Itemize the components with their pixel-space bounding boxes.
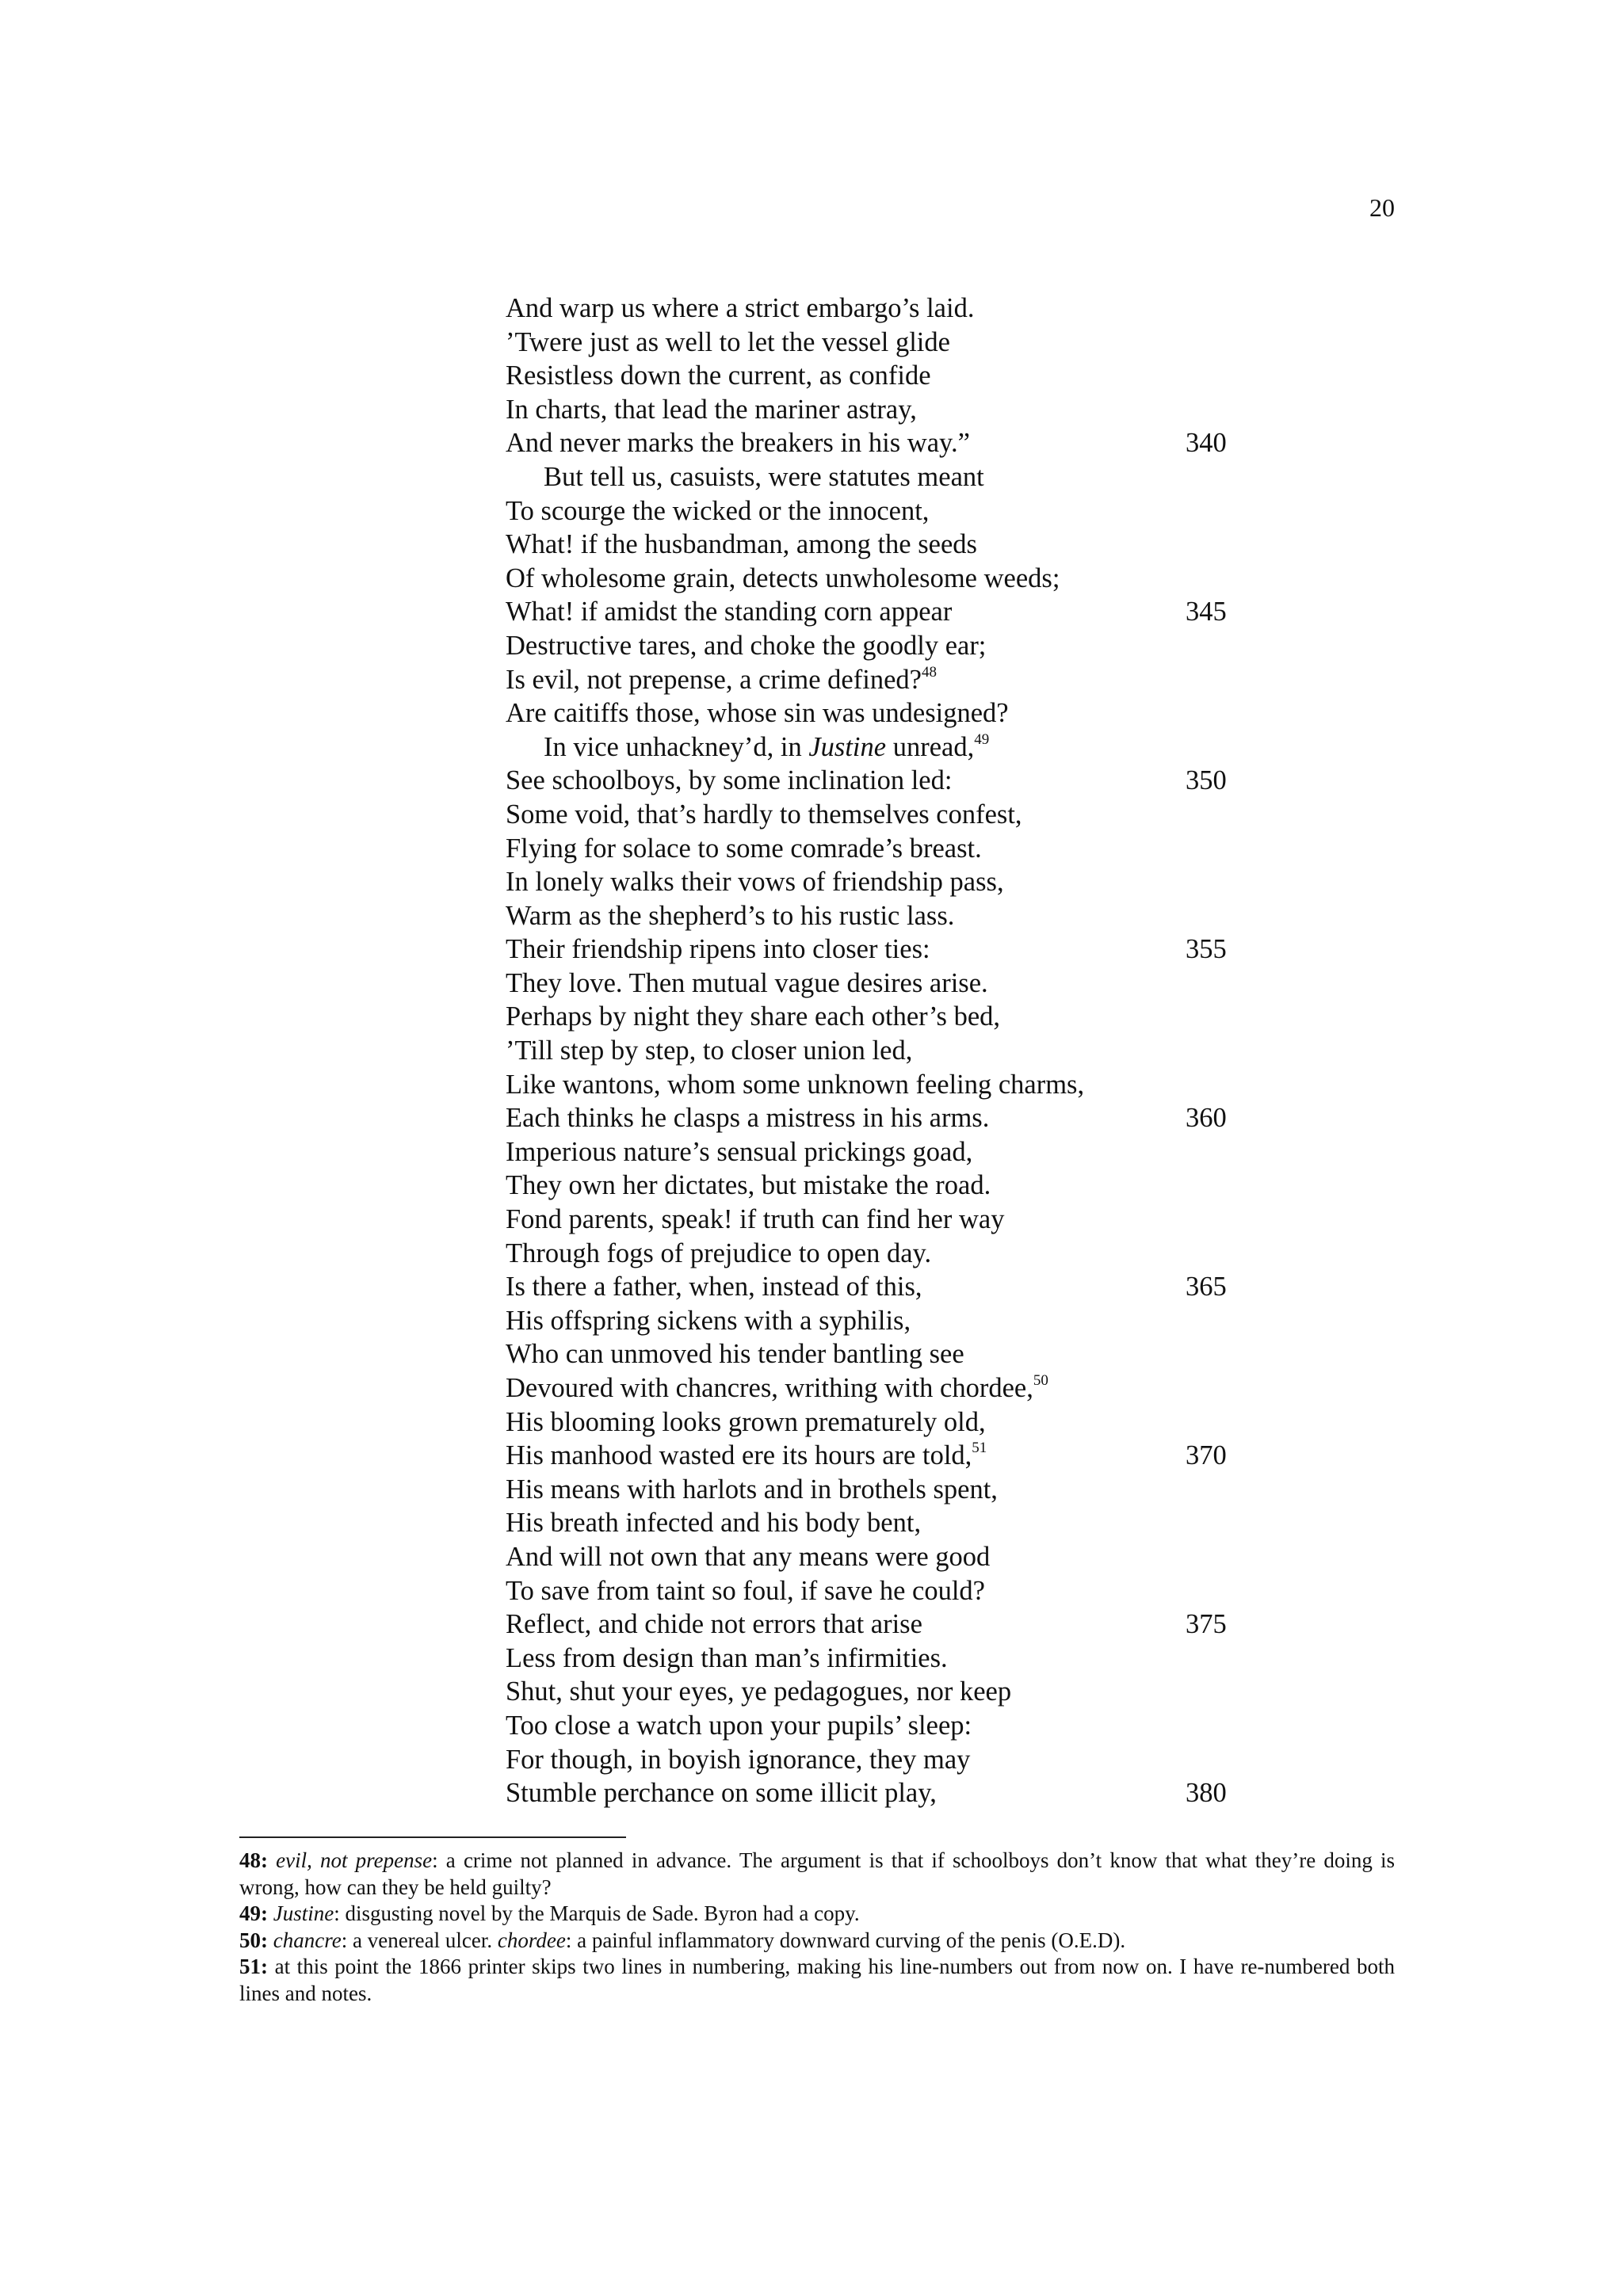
text-run: Reflect, and chide not errors that arise (506, 1609, 922, 1640)
line-number: 370 (1186, 1440, 1227, 1471)
text-run: In vice unhackney’d, in (544, 731, 809, 762)
poem-line (506, 1237, 1266, 1271)
text-run: To scourge the wicked or the innocent, (506, 495, 930, 526)
text-run: For though, in boyish ignorance, they may (506, 1744, 971, 1775)
poem-line (506, 393, 1266, 427)
line-number: 360 (1186, 1103, 1227, 1134)
poem-line-text (506, 1103, 989, 1133)
poem-line-text (506, 1339, 964, 1369)
text-run: Some void, that’s hardly to themselves confest, (506, 799, 1022, 830)
poem-line (506, 1439, 1266, 1473)
poem-line (506, 326, 1266, 360)
poem-line-text (506, 867, 1004, 897)
poem-line (506, 730, 1266, 765)
poem-line (506, 899, 1266, 933)
poem-line (506, 1101, 1266, 1135)
poem-line (506, 629, 1266, 663)
italic-text: chordee (497, 1928, 566, 1952)
text-run: His blooming looks grown prematurely old, (506, 1406, 986, 1437)
text-run: Destructive tares, and choke the goodly ear; (506, 630, 987, 661)
text-run: : disgusting novel by the Marquis de Sade. Byron had a copy. (334, 1901, 860, 1925)
text-run: at this point the 1866 printer skips two lines in numbering, making his line-numbers out from now on. I have re-numbered both lines and notes. (239, 1955, 1395, 2005)
text-run: ’Till step by step, to closer union led, (506, 1035, 913, 1066)
poem-line-text (506, 732, 989, 762)
text-run: And warp us where a strict embargo’s laid. (506, 293, 975, 323)
poem-line-text (506, 934, 930, 964)
text-run: Imperious nature’s sensual prickings goad, (506, 1136, 973, 1167)
text-run: Like wantons, whom some unknown feeling charms, (506, 1069, 1085, 1100)
poem-line-text (506, 799, 1022, 830)
text-run: ’Twere just as well to let the vessel glide (506, 326, 950, 357)
line-number: 375 (1186, 1609, 1227, 1640)
poem-line-text (506, 1745, 970, 1775)
text-run: Less from design than man’s infirmities. (506, 1642, 948, 1673)
poem-line (506, 1675, 1266, 1709)
poem-line (506, 595, 1266, 629)
text-run (268, 1901, 273, 1925)
poem-line-text (506, 1576, 985, 1606)
poem-line (506, 832, 1266, 866)
text-run: Stumble perchance on some illicit play, (506, 1778, 937, 1809)
text-run: Is there a father, when, instead of this, (506, 1272, 922, 1302)
poem-line-text (506, 293, 974, 323)
text-run: Each thinks he clasps a mistress in his arms. (506, 1103, 990, 1134)
text-run: His offspring sickens with a syphilis, (506, 1305, 911, 1336)
poem-line (506, 696, 1266, 730)
poem-line-text (506, 1407, 986, 1437)
poem-line (506, 933, 1266, 967)
poem-line-text (506, 1643, 948, 1673)
text-run: And will not own that any means were good (506, 1541, 991, 1572)
footnote-ref: 48 (921, 663, 937, 681)
text-run: They love. Then mutual vague desires arise. (506, 967, 988, 998)
text-run: Who can unmoved his tender bantling see (506, 1339, 964, 1370)
poem-line (506, 967, 1266, 1001)
italic-text: Justine (273, 1901, 334, 1925)
footnote (239, 1901, 1395, 1928)
text-run: Are caitiffs those, whose sin was undesigned? (506, 698, 1009, 729)
poem-line (506, 1169, 1266, 1203)
poem-line (506, 1540, 1266, 1574)
poem-line (506, 865, 1266, 899)
text-run: In charts, that lead the mariner astray, (506, 394, 917, 425)
poem-line-text (506, 631, 986, 661)
text-run: Warm as the shepherd’s to his rustic lass. (506, 900, 955, 931)
text-run: His means with harlots and in brothels spent, (506, 1474, 998, 1505)
text-run: : a painful inflammatory downward curving of the penis (O.E.D). (565, 1928, 1126, 1952)
poem-line (506, 528, 1266, 562)
poem-line (506, 292, 1266, 326)
poem-line-text (506, 665, 937, 695)
text-run: In lonely walks their vows of friendship pass, (506, 867, 1004, 898)
text-run: See schoolboys, by some inclination led: (506, 765, 953, 796)
text-run: Flying for solace to some comrade’s breast. (506, 833, 982, 864)
text-run: Through fogs of prejudice to open day. (506, 1238, 932, 1268)
poem-line-text (506, 698, 1009, 728)
footnote-ref: 49 (974, 730, 990, 748)
poem-line (506, 1506, 1266, 1540)
poem-line (506, 1034, 1266, 1068)
poem-line-text (506, 496, 929, 526)
poem-line-text (506, 901, 954, 931)
footnote-number: 49: (239, 1901, 268, 1925)
text-run: What! if amidst the standing corn appear (506, 597, 953, 627)
poem-line-text (506, 395, 917, 425)
poem-line-text (506, 1609, 922, 1639)
poem-line-text (506, 833, 982, 864)
poem-line-text (506, 1711, 972, 1741)
poem-line-text (506, 968, 988, 998)
footnote (239, 1848, 1395, 1901)
poem-line-text (506, 1170, 991, 1200)
poem-line-text (506, 765, 952, 795)
footnote (239, 1954, 1395, 2007)
poem-line (506, 1574, 1266, 1608)
poem-line (506, 764, 1266, 798)
text-run: Resistless down the current, as confide (506, 360, 931, 391)
poem-line (506, 1337, 1266, 1371)
poem-line-text (506, 1508, 921, 1538)
text-run: What! if the husbandman, among the seeds (506, 529, 977, 560)
poem-line (506, 1709, 1266, 1743)
line-number: 345 (1186, 597, 1227, 627)
text-run: And never marks the breakers in his way.” (506, 428, 970, 459)
poem-line-text (506, 1137, 972, 1167)
poem-line (506, 1473, 1266, 1507)
page-number: 20 (1369, 193, 1395, 222)
poem-line-text (506, 1035, 912, 1066)
footnote-ref: 50 (1033, 1372, 1048, 1389)
poem-line (506, 1642, 1266, 1676)
poem-line (506, 1000, 1266, 1034)
poem-line (506, 426, 1266, 460)
text-run: Devoured with chancres, writhing with chordee, (506, 1373, 1033, 1403)
poem-line (506, 494, 1266, 528)
poem-line (506, 1608, 1266, 1642)
line-number: 340 (1186, 428, 1227, 459)
text-run: His manhood wasted ere its hours are told, (506, 1440, 972, 1471)
poem-line (506, 562, 1266, 596)
footnote-number: 48: (239, 1848, 268, 1872)
text-run (268, 1928, 273, 1952)
poem-line-text (506, 1440, 987, 1470)
poem-line-text (506, 1272, 922, 1302)
line-number: 355 (1186, 934, 1227, 965)
footnote-ref: 51 (972, 1440, 987, 1457)
text-run: They own her dictates, but mistake the road. (506, 1170, 991, 1201)
text-run: Of wholesome grain, detects unwholesome weeds; (506, 563, 1060, 593)
text-run: unread, (886, 731, 975, 762)
italic-text: evil, not prepense (276, 1848, 433, 1872)
poem-line (506, 359, 1266, 393)
italic-text: Justine (808, 731, 887, 762)
poem-line (506, 1371, 1266, 1405)
text-run (268, 1848, 276, 1872)
text-run: Shut, shut your eyes, ye pedagogues, nor keep (506, 1676, 1012, 1707)
poem-line-text (506, 462, 984, 492)
poem-line (506, 1203, 1266, 1237)
poem-line-text (506, 563, 1060, 593)
line-number: 380 (1186, 1778, 1227, 1809)
text-run: His breath infected and his body bent, (506, 1508, 922, 1539)
poem-line-text (506, 1070, 1084, 1100)
text-run: Perhaps by night they share each other’s bed, (506, 1001, 1001, 1032)
text-run: : a venereal ulcer. (341, 1928, 498, 1952)
poem-line-text (506, 1306, 911, 1336)
text-run: Too close a watch upon your pupils’ sleep: (506, 1710, 972, 1741)
poem-line (506, 1135, 1266, 1169)
poem-line (506, 1304, 1266, 1338)
poem-line (506, 460, 1266, 494)
poem-line (506, 663, 1266, 697)
text-run: : a crime not planned in advance. The argument is that if schoolboys don’t know that what they’re doing is wrong, how can they be held guilty? (239, 1848, 1396, 1899)
poem-line-text (506, 1238, 931, 1268)
footnote-divider (239, 1836, 626, 1838)
text-run: Is evil, not prepense, a crime defined? (506, 664, 922, 695)
text-run: To save from taint so foul, if save he could? (506, 1575, 985, 1606)
italic-text: chancre (273, 1928, 342, 1952)
poem-line (506, 798, 1266, 832)
poem-line (506, 1743, 1266, 1777)
footnote-number: 51: (239, 1955, 268, 1978)
poem (506, 292, 1266, 1810)
text-run: Fond parents, speak! if truth can find her way (506, 1204, 1005, 1235)
poem-line-text (506, 1676, 1011, 1707)
footnotes (239, 1848, 1395, 2007)
text-run: Their friendship ripens into closer ties: (506, 934, 930, 965)
footnote (239, 1928, 1395, 1955)
poem-line-text (506, 1001, 1000, 1032)
line-number: 350 (1186, 765, 1227, 796)
poem-line-text (506, 360, 931, 391)
line-number: 365 (1186, 1272, 1227, 1302)
poem-line (506, 1776, 1266, 1810)
poem-line-text (506, 327, 950, 357)
poem-line (506, 1068, 1266, 1102)
text-run: But tell us, casuists, were statutes meant (544, 461, 984, 492)
poem-line-text (506, 529, 977, 559)
poem-line-text (506, 1542, 990, 1572)
poem-line-text (506, 1474, 998, 1505)
poem-line-text (506, 428, 970, 458)
poem-line (506, 1270, 1266, 1304)
poem-line (506, 1405, 1266, 1440)
poem-line-text (506, 1373, 1048, 1403)
poem-line-text (506, 1204, 1004, 1234)
poem-line-text (506, 597, 952, 627)
poem-line-text (506, 1778, 937, 1808)
footnote-number: 50: (239, 1928, 268, 1952)
